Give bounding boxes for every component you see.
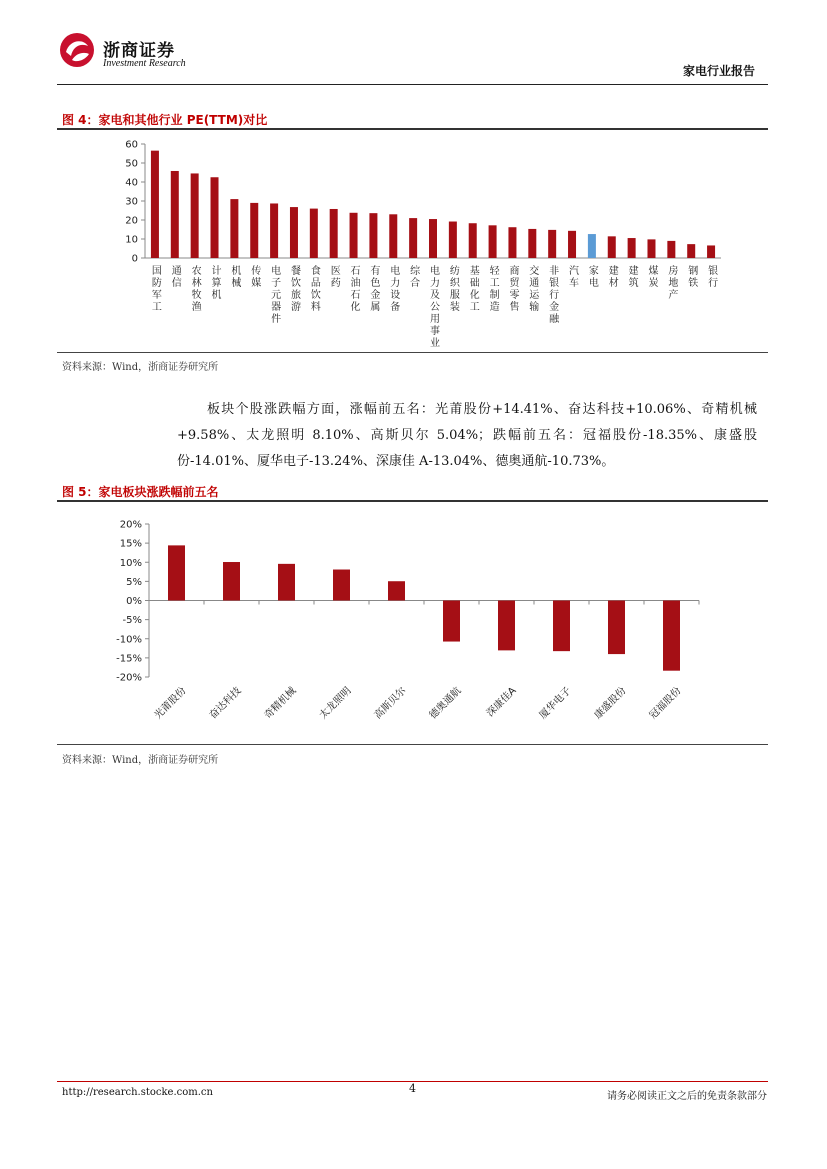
x-tick-label: 交通运输	[529, 266, 540, 313]
x-tick-label: 非银行金融	[549, 266, 560, 325]
x-tick-label: 太龙照明	[317, 685, 354, 722]
bar	[191, 173, 199, 258]
x-tick-label: 餐饮旅游	[290, 266, 301, 313]
x-tick-label: 银行	[708, 266, 719, 289]
top-movers-chart	[57, 504, 768, 744]
x-tick-label: 高斯贝尔	[372, 685, 409, 722]
x-tick-label: 食品饮料	[310, 266, 321, 313]
y-tick-label: -15%	[116, 653, 142, 665]
x-tick-label: 纺织服装	[449, 266, 460, 313]
bar	[489, 225, 497, 258]
x-tick-label: 计算机	[211, 266, 222, 301]
x-tick-label: 基础化工	[469, 266, 480, 313]
bar	[498, 601, 515, 651]
figure4-top-rule	[57, 128, 768, 130]
figure5-source: 资料来源：Wind，浙商证券研究所	[62, 755, 219, 766]
bar	[290, 207, 298, 258]
x-tick-label: 深康佳A	[484, 685, 519, 720]
y-tick-label: 60	[125, 139, 138, 151]
x-tick-label: 冠福股份	[647, 685, 684, 722]
x-tick-label: 国防军工	[151, 266, 162, 313]
bar	[687, 244, 695, 258]
bar	[469, 223, 477, 258]
bar	[389, 214, 397, 258]
bar	[608, 601, 625, 655]
bar	[333, 570, 350, 601]
x-tick-label: 机械	[231, 266, 242, 289]
figure4-bottom-rule	[57, 352, 768, 353]
bar	[508, 227, 516, 258]
bar	[270, 203, 278, 258]
page-number: 4	[409, 1082, 416, 1095]
bar	[310, 209, 318, 258]
x-tick-label: 商贸零售	[509, 266, 520, 313]
y-tick-label: 30	[125, 196, 138, 208]
bar	[211, 177, 219, 258]
y-tick-label: 0%	[126, 596, 142, 607]
bar	[667, 241, 675, 258]
bar	[278, 564, 295, 601]
x-tick-label: 建筑	[628, 266, 639, 289]
x-tick-label: 煤炭	[648, 266, 659, 289]
bar	[250, 203, 258, 258]
x-tick-label: 电力及公用事业	[430, 266, 440, 349]
x-tick-label: 建材	[608, 266, 619, 289]
y-tick-label: -20%	[116, 672, 142, 684]
bar	[528, 229, 536, 258]
x-tick-label: 钢铁	[688, 266, 699, 289]
figure4-chart	[57, 132, 768, 352]
bar	[171, 171, 179, 258]
brand-name-en: Investment Research	[103, 58, 186, 69]
bar	[443, 601, 460, 642]
footer-disclaimer: 请务必阅读正文之后的免责条款部分	[607, 1091, 767, 1102]
x-tick-label: 康盛股份	[592, 685, 629, 722]
bar	[223, 562, 240, 600]
y-tick-label: 5%	[126, 576, 142, 588]
figure4-source: 资料来源：Wind，浙商证券研究所	[62, 362, 219, 373]
bar	[388, 581, 405, 600]
bar	[647, 239, 655, 258]
bar	[429, 219, 437, 258]
bar	[608, 236, 616, 258]
x-tick-label: 电子元器件	[271, 266, 282, 325]
y-tick-label: 50	[125, 158, 138, 170]
brand-name-cn: 浙商证券	[103, 41, 175, 61]
header-divider	[57, 84, 768, 85]
x-tick-label: 汽车	[569, 266, 580, 289]
x-tick-label: 厦华电子	[537, 685, 574, 722]
bar	[568, 231, 576, 258]
bar	[449, 222, 457, 258]
y-tick-label: 0	[131, 253, 138, 265]
bar	[230, 199, 238, 258]
bar	[663, 601, 680, 671]
report-title: 家电行业报告	[682, 64, 755, 78]
bar	[330, 209, 338, 258]
logo-emblem-icon	[57, 30, 97, 70]
footer-url[interactable]: http://research.stocke.com.cn	[62, 1087, 213, 1098]
figure5-chart	[57, 504, 768, 744]
y-tick-label: 10	[125, 234, 138, 246]
bar	[369, 213, 377, 258]
y-tick-label: -10%	[116, 634, 142, 646]
x-tick-label: 光莆股份	[152, 685, 189, 722]
x-tick-label: 轻工制造	[489, 266, 500, 313]
figure5-title: 图 5：家电板块涨跌幅前五名	[62, 485, 219, 499]
company-logo	[57, 30, 207, 72]
bar	[151, 151, 159, 258]
x-tick-label: 德奥通航	[427, 685, 464, 722]
x-tick-label: 奋达科技	[207, 685, 244, 722]
x-tick-label: 传媒	[251, 266, 262, 289]
stock-movement-paragraph: 板块个股涨跌幅方面，涨幅前五名：光莆股份+14.41%、奋达科技+10.06%、奇精机械+9.58%、太龙照明 8.10%、高斯贝尔 5.04%；跌幅前五名：冠福股份-18.35%、康盛股份-14.01%、厦华电子-13.24%、深康佳 A-13.04%、德奥通航-10.73%。	[177, 402, 757, 469]
y-tick-label: 20	[125, 215, 138, 227]
bar	[548, 230, 556, 258]
bar	[628, 238, 636, 258]
pe-comparison-chart	[57, 132, 768, 352]
x-tick-label: 石油石化	[350, 266, 361, 313]
y-tick-label: 20%	[119, 519, 142, 531]
bar	[409, 218, 417, 258]
bar	[707, 245, 715, 258]
x-tick-label: 房地产	[668, 266, 679, 301]
bar	[350, 213, 358, 258]
bar	[553, 601, 570, 652]
x-tick-label: 农林牧渔	[191, 266, 202, 313]
y-tick-label: -5%	[122, 615, 142, 627]
y-tick-label: 40	[125, 177, 138, 189]
x-tick-label: 电力设备	[390, 266, 401, 313]
x-tick-label: 有色金属	[370, 266, 381, 313]
y-tick-label: 15%	[119, 538, 142, 550]
figure4-title: 图 4：家电和其他行业 PE(TTM)对比	[62, 113, 268, 127]
x-tick-label: 通信	[171, 266, 182, 289]
bar	[588, 234, 596, 258]
bar	[168, 545, 185, 600]
x-tick-label: 家电	[588, 266, 599, 289]
x-tick-label: 奇精机械	[262, 685, 299, 722]
figure5-top-rule	[57, 500, 768, 502]
x-tick-label: 综合	[410, 266, 421, 289]
y-tick-label: 10%	[119, 557, 142, 569]
figure5-bottom-rule	[57, 744, 768, 745]
x-tick-label: 医药	[330, 266, 341, 289]
